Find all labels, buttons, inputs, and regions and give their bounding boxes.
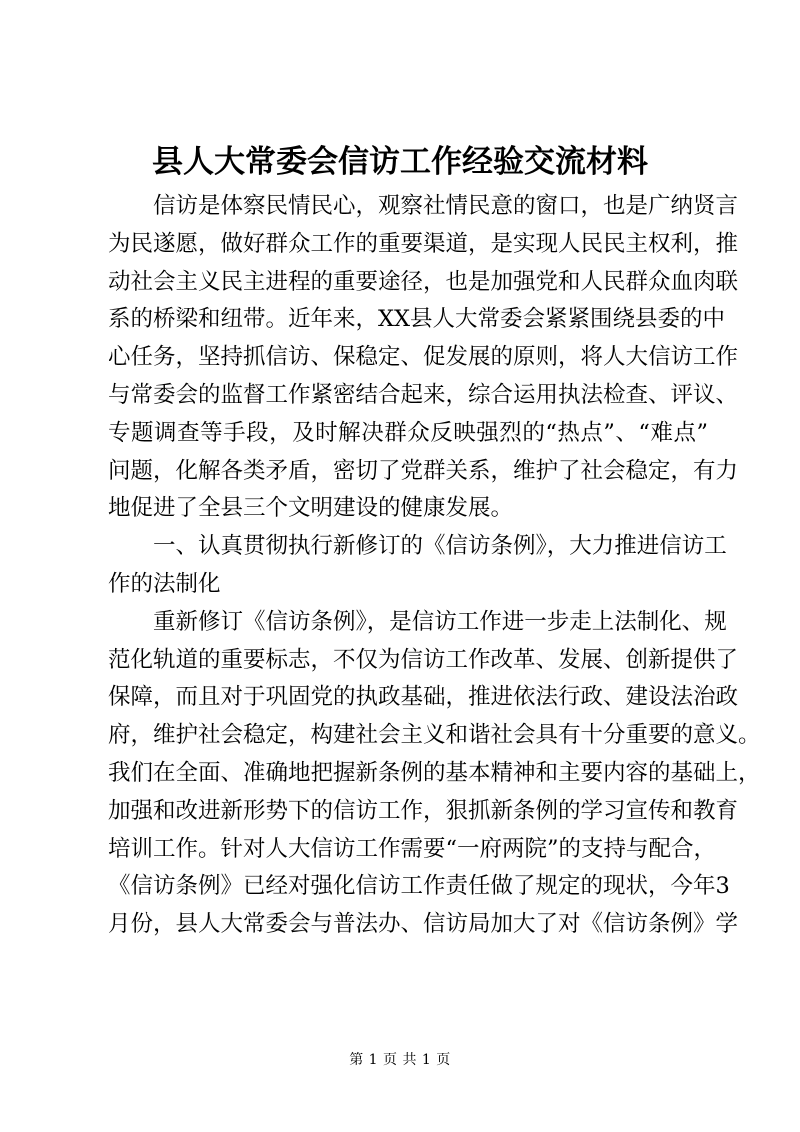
paragraph-line: 重新修订《信访条例》，是信访工作进一步走上法制化、规 [153,608,727,635]
paragraph-line: 专题调查等手段，及时解决群众反映强烈的“热点”、“难点” [108,419,708,446]
paragraph-line: 府，维护社会稳定，构建社会主义和谐社会具有十分重要的意义。 [108,722,761,749]
paragraph-line: 动社会主义民主进程的重要途径，也是加强党和人民群众血肉联 [108,268,739,295]
paragraph-line: 问题，化解各类矛盾，密切了党群关系，维护了社会稳定，有力 [108,457,739,484]
paragraph-line: 地促进了全县三个文明建设的健康发展。 [108,495,514,522]
paragraph-line: 我们在全面、准确地把握新条例的基本精神和主要内容的基础上， [108,759,761,786]
paragraph-line: 《信访条例》已经对强化信访工作责任做了规定的现状，今年3 [108,873,730,900]
document-title: 县人大常委会信访工作经验交流材料 [152,144,648,180]
paragraph-line: 与常委会的监督工作紧密结合起来，综合运用执法检查、评议、 [108,381,739,408]
paragraph-line: 加强和改进新形势下的信访工作，狠抓新条例的学习宣传和教育 [108,797,739,824]
paragraph-line: 月份，县人大常委会与普法办、信访局加大了对《信访条例》学 [108,911,739,938]
paragraph-line: 心任务，坚持抓信访、保稳定、促发展的原则，将人大信访工作 [108,344,739,371]
paragraph-line: 保障，而且对于巩固党的执政基础，推进依法行政、建设法治政 [108,684,739,711]
section-heading-line: 作的法制化 [108,570,221,597]
paragraph-line: 范化轨道的重要标志，不仅为信访工作改革、发展、创新提供了 [108,646,739,673]
paragraph-line: 为民遂愿，做好群众工作的重要渠道，是实现人民民主权利，推 [108,230,739,257]
paragraph-line: 培训工作。针对人大信访工作需要“一府两院”的支持与配合， [108,835,717,862]
paragraph-line: 信访是体察民情民心，观察社情民意的窗口，也是广纳贤言 [153,193,739,219]
document-body [108,188,761,944]
section-heading-line: 一、认真贯彻执行新修订的《信访条例》，大力推进信访工 [153,533,727,560]
paragraph-line: 系的桥梁和纽带。近年来，XX县人大常委会紧紧围绕县委的中 [108,306,726,333]
page-footer: 第 1 页 共 1 页 [349,1052,451,1068]
